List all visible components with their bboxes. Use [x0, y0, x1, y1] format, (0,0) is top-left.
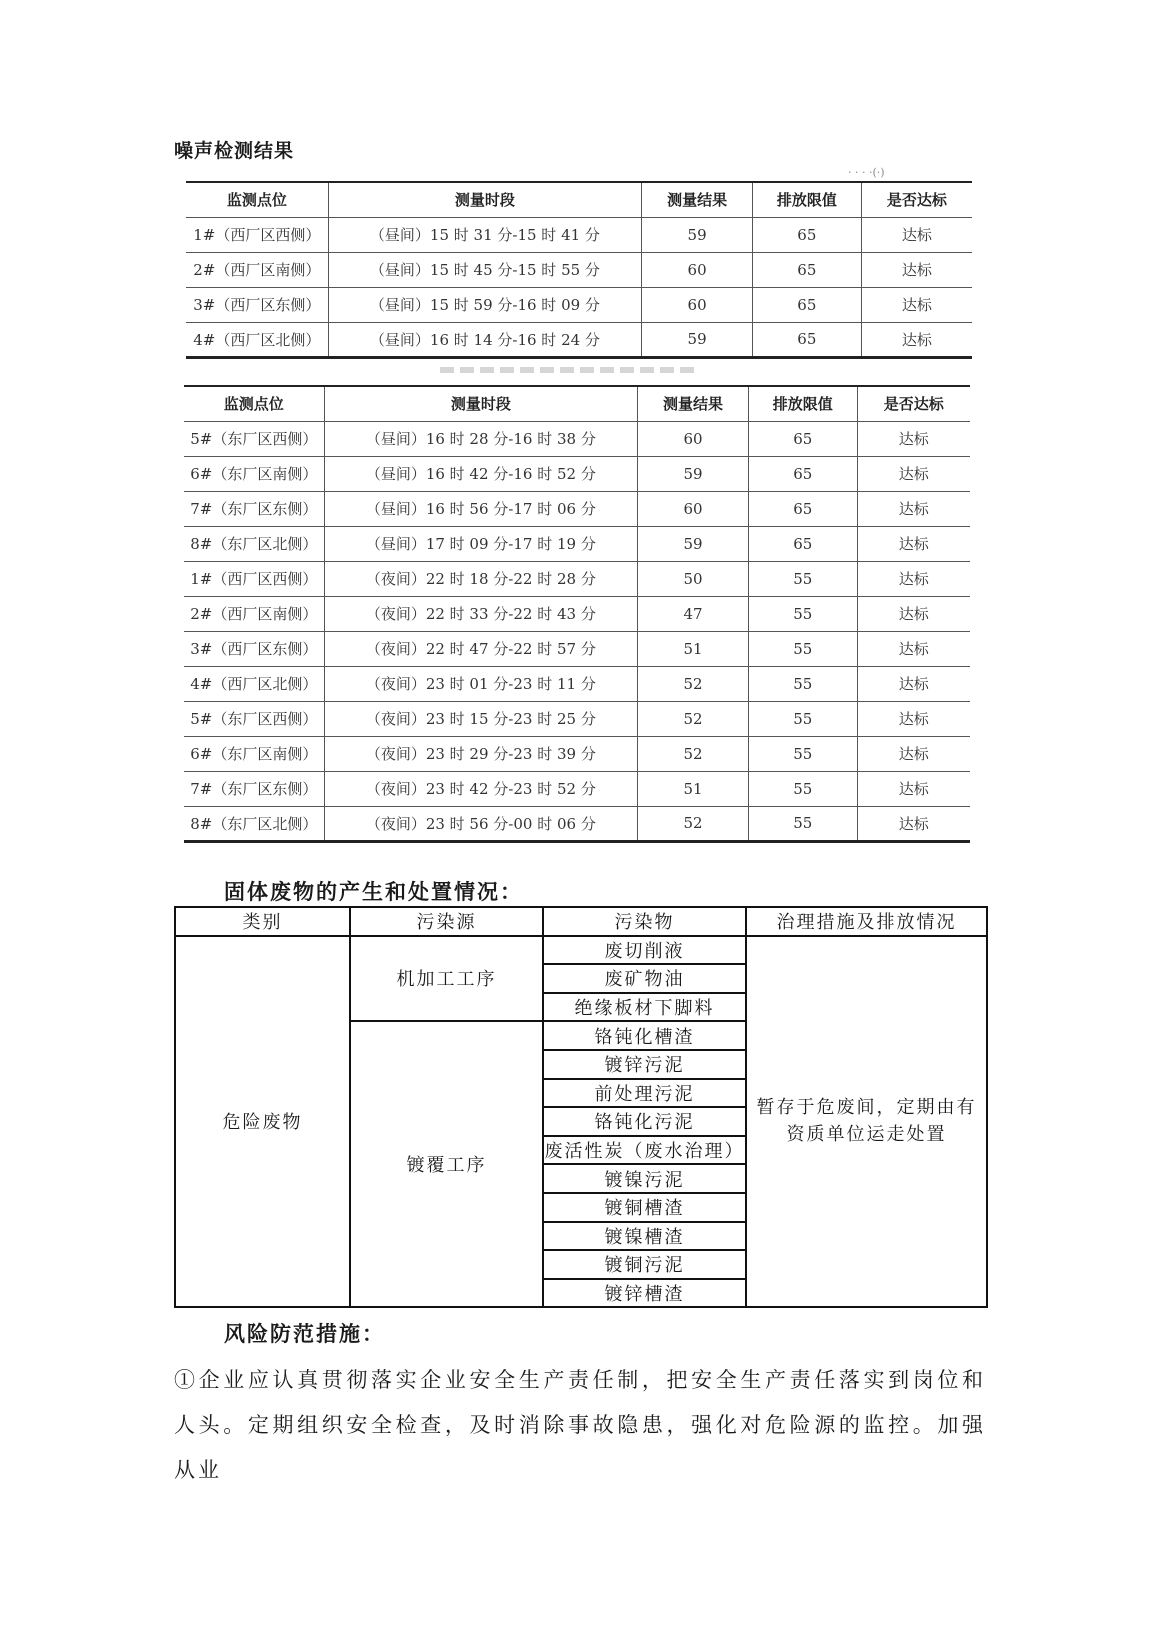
table-cell: 3#（西厂区东侧） [186, 287, 328, 322]
table-cell: 47 [638, 596, 749, 631]
table-cell: 1#（西厂区西侧） [186, 217, 328, 252]
table-cell: （昼间）16 时 56 分-17 时 06 分 [324, 491, 638, 526]
scan-artifact [440, 367, 700, 373]
table-cell: 达标 [857, 491, 970, 526]
table-cell: 65 [752, 252, 861, 287]
noise-table-2 [184, 385, 970, 843]
table-cell: 52 [638, 666, 749, 701]
table-cell: 达标 [857, 456, 970, 491]
table-cell: 5#（东厂区西侧） [184, 421, 324, 456]
table-row [184, 491, 970, 526]
table-cell: 2#（西厂区南侧） [186, 252, 328, 287]
table-cell: （夜间）23 时 56 分-00 时 06 分 [324, 806, 638, 841]
table-row [184, 666, 970, 701]
table-cell: 60 [638, 491, 749, 526]
table-cell: 59 [642, 217, 753, 252]
column-header: 监测点位 [186, 182, 328, 217]
table-cell: 55 [748, 701, 857, 736]
table-cell: （夜间）22 时 33 分-22 时 43 分 [324, 596, 638, 631]
table-cell: 2#（西厂区南侧） [184, 596, 324, 631]
table-cell: （昼间）15 时 59 分-16 时 09 分 [328, 287, 642, 322]
table-cell: 55 [748, 631, 857, 666]
category-cell: 危险废物 [175, 936, 350, 1308]
noise-table-1 [186, 181, 972, 359]
table-row [186, 322, 972, 357]
column-header: 污染源 [350, 907, 543, 936]
table-row [184, 596, 970, 631]
column-header: 排放限值 [748, 386, 857, 421]
table-cell: 60 [638, 421, 749, 456]
table-row [175, 936, 987, 965]
table-cell: 达标 [857, 561, 970, 596]
table-cell: （夜间）23 时 29 分-23 时 39 分 [324, 736, 638, 771]
pollutant-cell: 前处理污泥 [543, 1079, 746, 1108]
table-cell: 59 [642, 322, 753, 357]
table-cell: 65 [752, 287, 861, 322]
table-cell: 8#（东厂区北侧） [184, 526, 324, 561]
table-cell: 55 [748, 561, 857, 596]
table-cell: （昼间）16 时 14 分-16 时 24 分 [328, 322, 642, 357]
table-row [184, 631, 970, 666]
measures-cell: 暂存于危废间，定期由有资质单位运走处置 [746, 936, 987, 1308]
table-cell: 达标 [861, 217, 972, 252]
table-cell: 65 [748, 456, 857, 491]
table-cell: 达标 [857, 701, 970, 736]
table-row [186, 287, 972, 322]
column-header: 是否达标 [857, 386, 970, 421]
table-cell: （夜间）22 时 18 分-22 时 28 分 [324, 561, 638, 596]
table-row [184, 421, 970, 456]
table-cell: （夜间）22 时 47 分-22 时 57 分 [324, 631, 638, 666]
table-cell: 59 [638, 526, 749, 561]
table-cell: 55 [748, 736, 857, 771]
table-cell: （昼间）15 时 45 分-15 时 55 分 [328, 252, 642, 287]
pollutant-cell: 镀镍槽渣 [543, 1222, 746, 1251]
column-header: 是否达标 [861, 182, 972, 217]
table-cell: 52 [638, 736, 749, 771]
pollutant-cell: 镀镍污泥 [543, 1164, 746, 1193]
pollutant-cell: 铬钝化槽渣 [543, 1021, 746, 1050]
table-cell: 达标 [861, 322, 972, 357]
table-cell: 50 [638, 561, 749, 596]
table-row [184, 806, 970, 841]
table-cell: 达标 [857, 666, 970, 701]
table-row [184, 736, 970, 771]
source-cell: 机加工工序 [350, 936, 543, 1022]
pollutant-cell: 废活性炭（废水治理） [543, 1136, 746, 1165]
column-header: 治理措施及排放情况 [746, 907, 987, 936]
waste-title: 固体废物的产生和处置情况： [224, 879, 523, 904]
table-cell: 7#（东厂区东侧） [184, 771, 324, 806]
column-header: 测量结果 [638, 386, 749, 421]
table-row [184, 561, 970, 596]
table-cell: 51 [638, 771, 749, 806]
table-cell: 65 [748, 491, 857, 526]
table-cell: 达标 [861, 252, 972, 287]
table-cell: 59 [638, 456, 749, 491]
table-header-row [186, 182, 972, 217]
table-cell: 达标 [857, 771, 970, 806]
table-cell: 3#（西厂区东侧） [184, 631, 324, 666]
pollutant-cell: 绝缘板材下脚料 [543, 993, 746, 1022]
table-cell: 5#（东厂区西侧） [184, 701, 324, 736]
table-cell: 达标 [857, 526, 970, 561]
column-header: 污染物 [543, 907, 746, 936]
table-cell: 65 [752, 322, 861, 357]
table-cell: （夜间）23 时 15 分-23 时 25 分 [324, 701, 638, 736]
table-header-row [184, 386, 970, 421]
table-row [184, 456, 970, 491]
column-header: 监测点位 [184, 386, 324, 421]
table-cell: 达标 [857, 596, 970, 631]
pollutant-cell: 废矿物油 [543, 964, 746, 993]
table-cell: 65 [748, 526, 857, 561]
table-cell: 达标 [861, 287, 972, 322]
column-header: 测量结果 [642, 182, 753, 217]
table-cell: 60 [642, 252, 753, 287]
pollutant-cell: 镀锌槽渣 [543, 1279, 746, 1308]
risk-paragraph: ①企业应认真贯彻落实企业安全生产责任制，把安全生产责任落实到岗位和人头。定期组织安全检查，及时消除事故隐患，强化对危险源的监控。加强从业 [174, 1368, 986, 1482]
table-cell: （夜间）23 时 42 分-23 时 52 分 [324, 771, 638, 806]
table-cell: 8#（东厂区北侧） [184, 806, 324, 841]
source-cell: 镀覆工序 [350, 1021, 543, 1307]
table-cell: （昼间）17 时 09 分-17 时 19 分 [324, 526, 638, 561]
table-row [184, 771, 970, 806]
table-cell: 65 [748, 421, 857, 456]
table-cell: 55 [748, 596, 857, 631]
table-cell: （昼间）16 时 28 分-16 时 38 分 [324, 421, 638, 456]
table-header-row [175, 907, 987, 936]
column-header: 类别 [175, 907, 350, 936]
pollutant-cell: 镀铜污泥 [543, 1250, 746, 1279]
risk-title: 风险防范措施： [224, 1321, 385, 1346]
pollutant-cell: 废切削液 [543, 936, 746, 965]
table-cell: （昼间）16 时 42 分-16 时 52 分 [324, 456, 638, 491]
table-cell: 1#（西厂区西侧） [184, 561, 324, 596]
table-cell: 51 [638, 631, 749, 666]
pollutant-cell: 镀铜槽渣 [543, 1193, 746, 1222]
pollutant-cell: 铬钝化污泥 [543, 1107, 746, 1136]
scan-mark: · · · ·(·) [848, 166, 885, 179]
table-cell: 达标 [857, 421, 970, 456]
noise-title: 噪声检测结果 [174, 140, 295, 162]
table-row [186, 252, 972, 287]
waste-table [174, 906, 988, 1308]
column-header: 排放限值 [752, 182, 861, 217]
table-row [184, 701, 970, 736]
table-row [186, 217, 972, 252]
table-cell: 55 [748, 771, 857, 806]
table-cell: 4#（西厂区北侧） [184, 666, 324, 701]
table-cell: （夜间）23 时 01 分-23 时 11 分 [324, 666, 638, 701]
table-cell: 52 [638, 701, 749, 736]
table-cell: 7#（东厂区东侧） [184, 491, 324, 526]
table-cell: 65 [752, 217, 861, 252]
table-cell: 达标 [857, 631, 970, 666]
table-row [184, 526, 970, 561]
table-cell: 达标 [857, 736, 970, 771]
table-cell: （昼间）15 时 31 分-15 时 41 分 [328, 217, 642, 252]
table-cell: 4#（西厂区北侧） [186, 322, 328, 357]
table-cell: 达标 [857, 806, 970, 841]
table-cell: 6#（东厂区南侧） [184, 456, 324, 491]
table-cell: 52 [638, 806, 749, 841]
column-header: 测量时段 [324, 386, 638, 421]
column-header: 测量时段 [328, 182, 642, 217]
table-cell: 55 [748, 666, 857, 701]
table-cell: 60 [642, 287, 753, 322]
table-cell: 6#（东厂区南侧） [184, 736, 324, 771]
table-cell: 55 [748, 806, 857, 841]
pollutant-cell: 镀锌污泥 [543, 1050, 746, 1079]
